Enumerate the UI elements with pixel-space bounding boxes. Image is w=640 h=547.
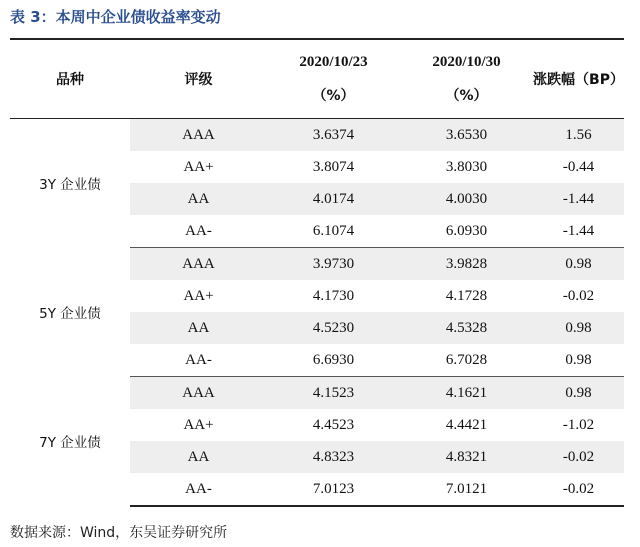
header-date2-label: 2020/10/30 bbox=[432, 54, 501, 70]
rating-cell: AA- bbox=[130, 344, 267, 377]
term-label: 7Y 企业债 bbox=[10, 377, 130, 507]
yield-date2-cell: 7.0121 bbox=[400, 473, 533, 506]
table-header bbox=[10, 39, 624, 119]
table-row bbox=[10, 119, 624, 152]
rating-cell: AA+ bbox=[183, 287, 214, 304]
yield-date1-cell: 4.4523 bbox=[312, 416, 355, 433]
rating-cell: AAA bbox=[130, 119, 267, 152]
term-label: 3Y 企业债 bbox=[10, 119, 130, 248]
yield-date2-cell: 3.6530 bbox=[400, 119, 533, 152]
yield-date2-cell: 4.0030 bbox=[400, 183, 533, 215]
change-bp-cell: -0.02 bbox=[533, 441, 624, 473]
yield-date1-cell: 4.5230 bbox=[267, 312, 400, 344]
change-bp-cell: 1.56 bbox=[533, 119, 624, 152]
yield-date2-cell: 4.8321 bbox=[400, 441, 533, 473]
yield-table-container bbox=[10, 38, 624, 507]
yield-date1-cell: 7.0123 bbox=[267, 473, 400, 506]
yield-date2-cell: 4.4421 bbox=[445, 416, 488, 433]
header-change: 涨跌幅（BP） bbox=[533, 39, 624, 119]
yield-date1-cell: 6.6930 bbox=[267, 344, 400, 377]
yield-date2-cell: 3.8030 bbox=[445, 158, 488, 175]
yield-date2-cell: 4.1728 bbox=[445, 287, 488, 304]
change-bp-cell: -1.44 bbox=[533, 183, 624, 215]
change-bp-cell: -0.44 bbox=[562, 158, 595, 175]
change-bp-cell: -0.02 bbox=[533, 473, 624, 506]
change-bp-cell: 0.98 bbox=[533, 312, 624, 344]
term-label: 5Y 企业债 bbox=[10, 248, 130, 377]
header-date2 bbox=[400, 39, 533, 119]
yield-date1-cell: 4.1523 bbox=[267, 377, 400, 410]
rating-cell: AA bbox=[130, 312, 267, 344]
yield-date1-cell: 3.9730 bbox=[267, 248, 400, 281]
yield-date1-cell: 4.0174 bbox=[267, 183, 400, 215]
yield-date1-cell: 6.1074 bbox=[267, 215, 400, 248]
rating-cell: AA+ bbox=[183, 158, 214, 175]
yield-date1-cell: 3.6374 bbox=[267, 119, 400, 152]
yield-date1-cell: 3.8074 bbox=[312, 158, 355, 175]
change-bp-cell: -1.02 bbox=[562, 416, 595, 433]
rating-cell: AA bbox=[130, 183, 267, 215]
table-title: 表 3：本周中企业债收益率变动 bbox=[10, 8, 221, 26]
rating-cell: AA- bbox=[130, 473, 267, 506]
yield-date2-cell: 4.5328 bbox=[400, 312, 533, 344]
header-date1-unit: （%） bbox=[312, 88, 355, 104]
table-row bbox=[10, 377, 624, 410]
yield-date2-cell: 6.0930 bbox=[400, 215, 533, 248]
table-body bbox=[10, 119, 624, 507]
header-date1 bbox=[267, 39, 400, 119]
header-category: 品种 bbox=[10, 39, 130, 119]
yield-date2-cell: 3.9828 bbox=[400, 248, 533, 281]
yield-date2-cell: 4.1621 bbox=[400, 377, 533, 410]
yield-date1-cell: 4.8323 bbox=[267, 441, 400, 473]
yield-date1-cell: 4.1730 bbox=[312, 287, 355, 304]
rating-cell: AAA bbox=[130, 248, 267, 281]
header-date2-unit: （%） bbox=[445, 88, 488, 104]
header-date1-label: 2020/10/23 bbox=[299, 54, 368, 70]
yield-table bbox=[10, 38, 624, 507]
rating-cell: AA- bbox=[130, 215, 267, 248]
change-bp-cell: 0.98 bbox=[533, 377, 624, 410]
rating-cell: AAA bbox=[130, 377, 267, 410]
change-bp-cell: 0.98 bbox=[533, 248, 624, 281]
rating-cell: AA+ bbox=[183, 416, 214, 433]
data-source-note: 数据来源：Wind，东吴证券研究所 bbox=[10, 525, 228, 541]
header-rating: 评级 bbox=[130, 39, 267, 119]
change-bp-cell: -0.02 bbox=[562, 287, 595, 304]
rating-cell: AA bbox=[130, 441, 267, 473]
table-row bbox=[10, 248, 624, 281]
change-bp-cell: -1.44 bbox=[533, 215, 624, 248]
yield-date2-cell: 6.7028 bbox=[400, 344, 533, 377]
change-bp-cell: 0.98 bbox=[533, 344, 624, 377]
